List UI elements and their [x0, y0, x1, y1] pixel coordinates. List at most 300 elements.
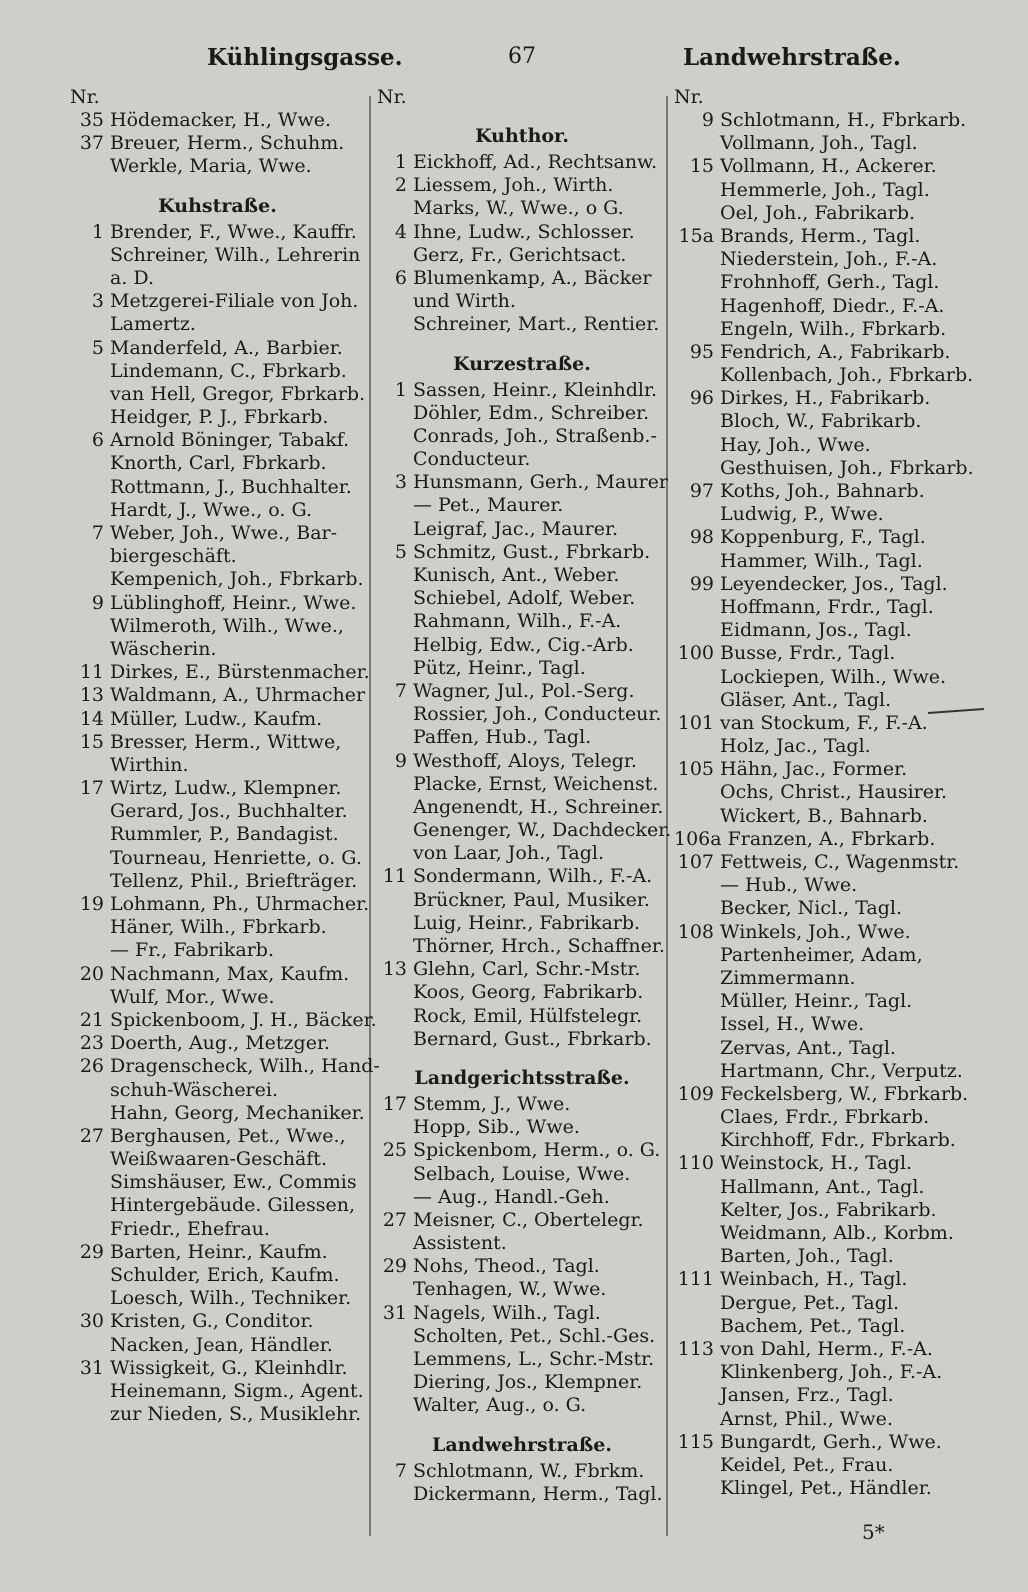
house-number: 113 [677, 1337, 714, 1360]
header-right-street: Landwehrstraße. [683, 44, 901, 71]
resident-line: Fendrich, A., Fabrikarb. [720, 340, 951, 363]
resident-line: Dirkes, E., Bürstenmacher. [110, 661, 370, 684]
resident-line: Meisner, C., Obertelegr. [413, 1208, 644, 1231]
resident-line: Walter, Aug., o. G. [413, 1394, 587, 1417]
page-number: 67 [508, 44, 536, 69]
resident-line: Doerth, Aug., Metzger. [110, 1032, 330, 1055]
resident-line: Wickert, B., Bahnarb. [720, 804, 928, 827]
house-entry [70, 1357, 365, 1427]
resident-line: Spickenbom, Herm., o. G. [413, 1139, 661, 1162]
resident-line: Conrads, Joh., Straßenb.- [413, 424, 657, 447]
resident-line: Frohnhoff, Gerh., Tagl. [720, 271, 940, 294]
resident-line: Schiebel, Adolf, Weber. [413, 587, 636, 610]
house-number: 9 [91, 591, 104, 614]
resident-line: Keidel, Pet., Frau. [720, 1453, 894, 1476]
resident-line: von Laar, Joh., Tagl. [413, 842, 605, 865]
resident-line: Koppenburg, F., Tagl. [720, 526, 926, 549]
resident-line: Angenendt, H., Schreiner. [413, 795, 664, 818]
house-entry [377, 1460, 667, 1506]
house-number: 1 [91, 220, 104, 243]
house-number: 15a [678, 224, 714, 247]
resident-line: — Fr., Fabrikarb. [110, 939, 275, 962]
house-number: 99 [689, 572, 714, 595]
resident-line: Tellenz, Phil., Briefträger. [110, 869, 358, 892]
house-entry [674, 387, 974, 480]
house-number: 17 [79, 777, 104, 800]
house-entry [70, 1125, 365, 1241]
resident-line: Wirtz, Ludw., Klempner. [110, 777, 342, 800]
resident-line: van Stockum, F., F.-A. [720, 711, 928, 734]
resident-line: Gläser, Ant., Tagl. [720, 688, 892, 711]
resident-line: Conducteur. [413, 448, 531, 471]
resident-line: schuh-Wäscherei. [110, 1078, 279, 1101]
resident-line: Rummler, P., Bandagist. [110, 823, 339, 846]
resident-line: Placke, Ernst, Weichenst. [413, 772, 659, 795]
resident-line: Winkels, Joh., Wwe. [720, 920, 911, 943]
resident-line: Hardt, J., Wwe., o. G. [110, 498, 312, 521]
resident-line: Schlotmann, W., Fbrkm. [413, 1459, 645, 1482]
resident-line: Knorth, Carl, Fbrkarb. [110, 452, 327, 475]
resident-line: Glehn, Carl, Schr.-Mstr. [413, 958, 641, 981]
house-number: 108 [677, 920, 714, 943]
house-number: 5 [91, 336, 104, 359]
house-number: 20 [79, 962, 104, 985]
resident-line: Weißwaaren-Geschäft. [110, 1148, 327, 1171]
resident-line: zur Nieden, S., Musiklehr. [110, 1403, 362, 1426]
house-number: 2 [394, 174, 407, 197]
resident-line: Nachmann, Max, Kaufm. [110, 962, 350, 985]
house-entry [377, 958, 667, 1051]
house-number: 105 [677, 758, 714, 781]
house-entry [70, 731, 365, 777]
house-entry [674, 1338, 974, 1431]
resident-line: Vollmann, Joh., Tagl. [720, 132, 918, 155]
house-number: 30 [79, 1310, 104, 1333]
resident-line: Häner, Wilh., Fbrkarb. [110, 916, 327, 939]
house-number: 6 [394, 266, 407, 289]
house-number: 25 [382, 1139, 407, 1162]
resident-line: Sondermann, Wilh., F.-A. [413, 865, 653, 888]
resident-line: Pütz, Heinr., Tagl. [413, 656, 586, 679]
resident-line: Tenhagen, W., Wwe. [413, 1278, 607, 1301]
resident-line: Franzen, A., Fbrkarb. [727, 827, 936, 850]
resident-line: Weinbach, H., Tagl. [720, 1268, 908, 1291]
resident-line: von Dahl, Herm., F.-A. [720, 1337, 933, 1360]
house-entry [70, 1008, 377, 1032]
house-number: 7 [91, 522, 104, 544]
resident-line: Lohmann, Ph., Uhrmacher. [110, 893, 370, 915]
house-entry [377, 174, 667, 220]
resident-line: Rahmann, Wilh., F.-A. [413, 610, 622, 633]
resident-line: Werkle, Maria, Wwe. [110, 155, 312, 178]
resident-line: Assistent. [413, 1232, 507, 1255]
resident-line: Wulf, Mor., Wwe. [110, 985, 275, 1008]
resident-line: Nacken, Jean, Händler. [110, 1333, 333, 1356]
resident-line: Döhler, Edm., Schreiber. [413, 401, 650, 424]
resident-line: — Aug., Handl.-Geh. [413, 1185, 610, 1208]
resident-line: Gerz, Fr., Gerichtsact. [413, 243, 627, 266]
resident-line: Hammer, Wilh., Tagl. [720, 549, 923, 572]
house-number: 96 [689, 387, 714, 410]
resident-line: Lamertz. [110, 313, 196, 336]
resident-line: Luig, Heinr., Fabrikarb. [413, 911, 641, 934]
column-3 [674, 86, 974, 1500]
resident-line: Dergue, Pet., Tagl. [720, 1291, 900, 1314]
house-number: 3 [91, 290, 104, 313]
resident-line: Rottmann, J., Buchhalter. [110, 475, 352, 498]
house-entry [70, 522, 365, 592]
house-entry [377, 221, 667, 267]
resident-line: Kollenbach, Joh., Fbrkarb. [720, 364, 974, 387]
resident-line: Schreiner, Mart., Rentier. [413, 313, 660, 336]
resident-line: Ochs, Christ., Hausirer. [720, 781, 948, 804]
resident-line: Tourneau, Henriette, o. G. [110, 846, 362, 869]
house-number: 13 [79, 684, 104, 707]
nr-label: Nr. [70, 86, 100, 108]
house-entry [674, 109, 974, 155]
house-number: 19 [79, 893, 104, 915]
resident-line: Engeln, Wilh., Fbrkarb. [720, 317, 947, 340]
resident-line: Marks, W., Wwe., o G. [413, 197, 624, 220]
resident-line: Schreiner, Wilh., Lehrerin [110, 243, 361, 266]
resident-line: Jansen, Frz., Tagl. [720, 1384, 894, 1407]
resident-line: Bresser, Herm., Wittwe, [110, 730, 342, 753]
resident-line: Holz, Jac., Tagl. [720, 735, 871, 758]
signature-mark: 5* [862, 1520, 885, 1544]
resident-line: Feckelsberg, W., Fbrkarb. [720, 1082, 969, 1105]
house-number: 15 [79, 730, 104, 753]
resident-line: Kempenich, Joh., Fbrkarb. [110, 568, 364, 591]
house-entry [674, 1268, 974, 1338]
house-entry [70, 777, 365, 893]
house-entry [70, 1032, 365, 1055]
resident-line: Leigraf, Jac., Maurer. [413, 517, 619, 540]
house-entry [377, 865, 667, 958]
house-entry [377, 267, 667, 337]
resident-line: Leyendecker, Jos., Tagl. [720, 572, 948, 595]
column-1 [70, 86, 380, 1426]
resident-line: Zervas, Ant., Tagl. [720, 1036, 896, 1059]
resident-line: Scholten, Pet., Schl.-Ges. [413, 1324, 656, 1347]
house-number: 1 [394, 151, 407, 173]
house-entry [377, 1209, 667, 1255]
house-number: 100 [677, 642, 714, 665]
resident-line: Weber, Joh., Wwe., Bar- [110, 522, 338, 544]
header-left-street: Kühlingsgasse. [207, 44, 403, 71]
resident-line: a. D. [110, 266, 155, 289]
house-number: 31 [382, 1301, 407, 1324]
resident-line: Barten, Joh., Tagl. [720, 1245, 894, 1268]
column-2 [377, 86, 672, 1506]
house-entry [377, 471, 667, 541]
resident-line: Schulder, Erich, Kaufm. [110, 1264, 340, 1286]
resident-line: Rossier, Joh., Conducteur. [413, 703, 662, 726]
house-number: 37 [79, 132, 104, 155]
resident-line: Oel, Joh., Fabrikarb. [720, 201, 916, 224]
resident-line: Fettweis, C., Wagenmstr. [720, 851, 960, 873]
resident-line: Thörner, Hrch., Schaffner. [413, 935, 665, 957]
resident-line: Hartmann, Chr., Verputz. [720, 1059, 963, 1082]
house-number: 26 [79, 1055, 104, 1078]
house-entry [674, 1083, 974, 1153]
house-entry [674, 828, 974, 851]
resident-line: Kirchhoff, Fdr., Fbrkarb. [720, 1129, 956, 1152]
resident-line: Arnold Böninger, Tabakf. [110, 429, 350, 452]
house-entry [674, 921, 974, 1083]
house-number: 23 [79, 1032, 104, 1055]
house-entry [674, 573, 974, 643]
resident-line: Claes, Frdr., Fbrkarb. [720, 1106, 930, 1129]
resident-line: Hoffmann, Frdr., Tagl. [720, 595, 934, 618]
resident-line: Hahn, Georg, Mechaniker. [110, 1101, 365, 1124]
resident-line: Hunsmann, Gerh., Maurer [413, 471, 668, 494]
resident-line: Manderfeld, A., Barbier. [110, 336, 343, 359]
resident-line: Wilmeroth, Wilh., Wwe., [110, 614, 344, 637]
resident-line: Nohs, Theod., Tagl. [413, 1255, 600, 1278]
house-number: 110 [677, 1152, 714, 1175]
resident-line: Genenger, W., Dachdecker. [413, 819, 672, 842]
house-entry [70, 963, 365, 1009]
resident-line: Klingel, Pet., Händler. [720, 1477, 932, 1500]
resident-line: Selbach, Louise, Wwe. [413, 1162, 631, 1185]
resident-line: Westhoff, Aloys, Telegr. [413, 749, 637, 772]
resident-line: Stemm, J., Wwe. [413, 1092, 571, 1115]
resident-line: Dirkes, H., Fabrikarb. [720, 387, 931, 410]
resident-line: Diering, Jos., Klempner. [413, 1371, 643, 1394]
resident-line: Schlotmann, H., Fbrkarb. [720, 109, 967, 131]
resident-line: Kristen, G., Conditor. [110, 1310, 314, 1333]
resident-line: Gerard, Jos., Buchhalter. [110, 800, 348, 823]
house-entry [674, 851, 974, 921]
resident-line: Niederstein, Joh., F.-A. [720, 248, 938, 271]
house-number: 13 [382, 958, 407, 981]
house-number: 9 [394, 749, 407, 772]
house-entry [377, 1255, 667, 1301]
house-number: 111 [677, 1268, 714, 1291]
resident-line: Becker, Nicl., Tagl. [720, 897, 903, 920]
resident-line: Dickermann, Herm., Tagl. [413, 1482, 663, 1505]
resident-line: Breuer, Herm., Schuhm. [110, 132, 345, 155]
house-number: 15 [689, 155, 714, 178]
house-number: 107 [677, 851, 714, 873]
resident-line: Lockiepen, Wilh., Wwe. [720, 665, 947, 688]
house-number: 14 [79, 707, 104, 730]
street-heading: Kuhstraße. [158, 194, 277, 217]
house-number: 115 [677, 1430, 714, 1453]
house-number: 7 [394, 679, 407, 702]
house-entry [70, 893, 370, 963]
resident-line: Partenheimer, Adam, [720, 943, 923, 966]
house-entry [70, 592, 365, 662]
house-entry [70, 661, 370, 684]
house-number: 3 [394, 471, 407, 494]
resident-line: Kelter, Jos., Fabrikarb. [720, 1198, 937, 1221]
resident-line: Helbig, Edw., Cig.-Arb. [413, 633, 634, 656]
resident-line: Bloch, W., Fabrikarb. [720, 410, 922, 433]
resident-line: Lüblinghoff, Heinr., Wwe. [110, 591, 357, 614]
house-entry [70, 429, 365, 522]
house-entry [674, 526, 974, 572]
resident-line: Issel, H., Wwe. [720, 1013, 865, 1036]
resident-line: Zimmermann. [720, 966, 856, 989]
resident-line: Blumenkamp, A., Bäcker [413, 266, 652, 289]
resident-line: Sassen, Heinr., Kleinhdlr. [413, 378, 657, 401]
resident-line: Ihne, Ludw., Schlosser. [413, 220, 635, 243]
resident-line: Eickhoff, Ad., Rechtsanw. [413, 151, 658, 173]
resident-line: Weinstock, H., Tagl. [720, 1152, 913, 1175]
house-number: 97 [689, 480, 714, 502]
resident-line: Waldmann, A., Uhrmacher [110, 684, 366, 707]
resident-line: Gesthuisen, Joh., Fbrkarb. [720, 456, 974, 479]
resident-line: Brender, F., Wwe., Kauffr. [110, 220, 357, 243]
resident-line: Koths, Joh., Bahnarb. [720, 480, 925, 502]
resident-line: Brückner, Paul, Musiker. [413, 888, 650, 911]
house-entry [70, 684, 365, 707]
resident-line: Hödemacker, H., Wwe. [110, 109, 331, 131]
resident-line: Wäscherin. [110, 637, 217, 660]
house-entry [674, 1152, 974, 1268]
nr-label: Nr. [377, 86, 407, 108]
resident-line: Kunisch, Ant., Weber. [413, 564, 620, 586]
resident-line: Heinemann, Sigm., Agent. [110, 1379, 364, 1402]
resident-line: Paffen, Hub., Tagl. [413, 726, 592, 749]
house-number: 11 [382, 865, 407, 888]
house-entry [674, 758, 974, 828]
house-entry [377, 541, 667, 680]
resident-line: Klinkenberg, Joh., F.-A. [720, 1361, 943, 1384]
house-entry [377, 1093, 667, 1139]
resident-line: Bachem, Pet., Tagl. [720, 1314, 906, 1337]
house-number: 31 [79, 1356, 104, 1379]
house-entry [674, 225, 974, 341]
nr-label: Nr. [674, 86, 704, 108]
resident-line: Friedr., Ehefrau. [110, 1217, 270, 1240]
house-number: 27 [382, 1208, 407, 1231]
resident-line: Hintergebäude. Gilessen, [110, 1194, 356, 1217]
resident-line: Koos, Georg, Fabrikarb. [413, 981, 644, 1004]
street-heading: Landwehrstraße. [432, 1433, 612, 1456]
resident-line: Hagenhoff, Diedr., F.-A. [720, 294, 945, 317]
house-entry [70, 132, 365, 178]
resident-line: Bernard, Gust., Fbrkarb. [413, 1027, 652, 1050]
house-number: 95 [689, 340, 714, 363]
house-number: 17 [382, 1092, 407, 1115]
house-entry [377, 1139, 667, 1209]
resident-line: Wissigkeit, G., Kleinhdlr. [110, 1356, 348, 1379]
house-entry [70, 1055, 380, 1125]
resident-line: Ludwig, P., Wwe. [720, 503, 884, 526]
resident-line: biergeschäft. [110, 545, 237, 568]
house-number: 27 [79, 1124, 104, 1147]
street-heading: Landgerichtsstraße. [414, 1066, 630, 1089]
resident-line: Berghausen, Pet., Wwe., [110, 1124, 346, 1147]
house-entry [674, 480, 974, 526]
house-entry [674, 642, 974, 712]
house-number: 6 [91, 429, 104, 452]
house-number: 11 [79, 661, 104, 684]
house-entry [377, 749, 672, 866]
resident-line: Liessem, Joh., Wirth. [413, 174, 614, 197]
house-entry [70, 290, 365, 336]
house-number: 29 [382, 1255, 407, 1278]
resident-line: Weidmann, Alb., Korbm. [720, 1222, 954, 1244]
house-number: 5 [394, 540, 407, 563]
resident-line: Rock, Emil, Hülfstelegr. [413, 1004, 643, 1027]
house-entry [70, 1241, 365, 1311]
house-entry [70, 221, 365, 291]
column-divider [369, 96, 371, 1536]
house-entry [70, 337, 365, 430]
street-heading: Kuhthor. [475, 125, 569, 147]
resident-line: Simshäuser, Ew., Commis [110, 1171, 357, 1194]
resident-line: Loesch, Wilh., Techniker. [110, 1287, 352, 1310]
resident-line: Wirthin. [110, 753, 189, 776]
house-number: 9 [701, 109, 714, 131]
house-entry [377, 680, 667, 750]
house-entry [70, 708, 365, 731]
house-entry [70, 1310, 365, 1356]
resident-line: Hallmann, Ant., Tagl. [720, 1175, 925, 1198]
house-number: 4 [394, 220, 407, 243]
house-number: 29 [79, 1240, 104, 1263]
resident-line: van Hell, Gregor, Fbrkarb. [110, 382, 366, 405]
house-entry [377, 151, 667, 174]
resident-line: Hemmerle, Joh., Tagl. [720, 178, 930, 201]
resident-line: Lemmens, L., Schr.-Mstr. [413, 1348, 655, 1370]
house-entry [377, 1302, 667, 1418]
resident-line: Hay, Joh., Wwe. [720, 433, 871, 456]
house-number: 35 [79, 109, 104, 131]
house-number: 98 [689, 526, 714, 549]
resident-line: Schmitz, Gust., Fbrkarb. [413, 540, 651, 563]
resident-line: Wagner, Jul., Pol.-Serg. [413, 679, 635, 702]
house-number: 1 [394, 378, 407, 401]
resident-line: Heidger, P. J., Fbrkarb. [110, 406, 329, 429]
resident-line: — Pet., Maurer. [413, 494, 564, 517]
resident-line: Arnst, Phil., Wwe. [720, 1407, 893, 1430]
resident-line: Müller, Ludw., Kaufm. [110, 707, 323, 730]
resident-line: Vollmann, H., Ackerer. [720, 155, 937, 178]
house-number: 109 [677, 1082, 714, 1105]
resident-line: Müller, Heinr., Tagl. [720, 990, 913, 1013]
house-entry [674, 341, 974, 387]
resident-line: Lindemann, C., Fbrkarb. [110, 359, 347, 382]
resident-line: Busse, Frdr., Tagl. [720, 642, 896, 665]
resident-line: Spickenboom, J. H., Bäcker. [110, 1008, 377, 1031]
house-number: 101 [677, 711, 714, 734]
resident-line: Brands, Herm., Tagl. [720, 224, 921, 247]
house-number: 106a [674, 827, 722, 850]
house-entry [674, 1431, 974, 1501]
house-entry [70, 109, 365, 132]
resident-line: Hopp, Sib., Wwe. [413, 1116, 580, 1139]
resident-line: Nagels, Wilh., Tagl. [413, 1301, 601, 1324]
resident-line: Bungardt, Gerh., Wwe. [720, 1430, 942, 1453]
house-number: 7 [394, 1459, 407, 1482]
house-entry [377, 379, 667, 472]
resident-line: und Wirth. [413, 290, 516, 313]
resident-line: Hähn, Jac., Former. [720, 758, 908, 781]
resident-line: Metzgerei-Filiale von Joh. [110, 290, 359, 313]
resident-line: — Hub., Wwe. [720, 874, 858, 897]
house-number: 21 [79, 1008, 104, 1031]
house-entry [674, 712, 974, 758]
street-heading: Kurzestraße. [453, 352, 591, 375]
house-entry [674, 155, 974, 225]
resident-line: Eidmann, Jos., Tagl. [720, 619, 912, 642]
resident-line: Barten, Heinr., Kaufm. [110, 1240, 328, 1263]
resident-line: Dragenscheck, Wilh., Hand- [110, 1055, 380, 1078]
